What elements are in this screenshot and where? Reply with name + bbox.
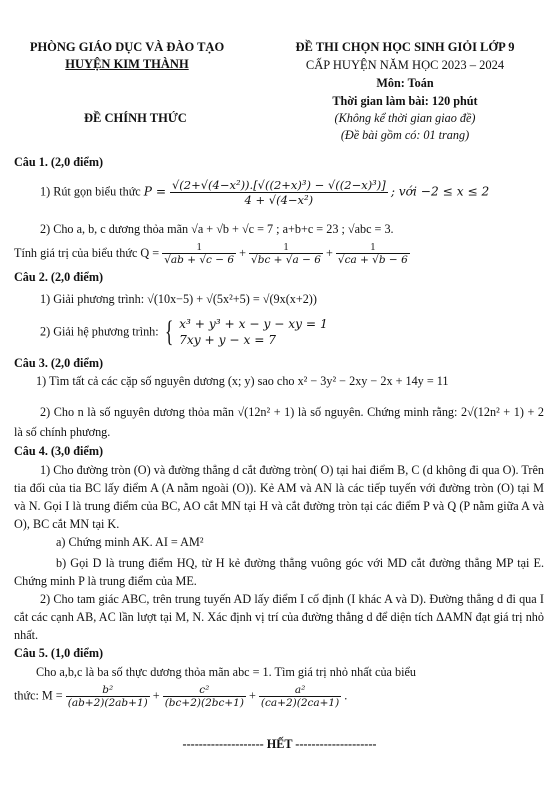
q5-p2-prefix: thức: M =: [14, 688, 63, 703]
q1-part2: 2) Cho a, b, c dương thỏa mãn √a + √b + √c = 7 ; a+b+c = 23 ; √abc = 3.: [40, 222, 394, 236]
q4-part2: 2) Cho tam giác ABC, trên trung tuyến AD lấy điểm I cố định (I khác A và D). Đường thẳng d đi qua I cắt các cạnh AB, AC lần lượt tại M, N. Xác định vị trí của đường thẳng d để diện tích ΔAMN đạt giá trị nhỏ nhất.: [14, 592, 544, 642]
q5-part2: thức: M = $\frac{\text{b²}}{(ab+2)(2ab+1)}$ + $\frac{\text{c²}}{(bc+2)(2bc+1)}$ + $\frac{\text{a²}}{(ca+2)(2ca+1)}$ .: [14, 684, 348, 709]
q1-p1-cond: ; với −2 ≤ x ≤ 2: [390, 184, 490, 199]
official-label: ĐỀ CHÍNH THỨC: [84, 111, 187, 125]
q1-f2-den: √bc + √a − 6: [251, 254, 321, 266]
q2-eq2: 7xy + y − x = 7: [179, 333, 277, 347]
exam-title-2: CẤP HUYỆN NĂM HỌC 2023 – 2024: [305, 58, 505, 72]
time-note: (Không kể thời gian giao đề): [334, 111, 476, 125]
q1-p1-prefix: 1) Rút gọn biểu thức: [40, 184, 141, 199]
q2-title: Câu 2. (2,0 điểm): [14, 270, 104, 284]
q1-f1-den: √ab + √c − 6: [164, 254, 235, 266]
end-marker: -------------------- HẾT --------------------: [182, 737, 377, 751]
q1-p1-fraction: [170, 178, 388, 207]
q3-title: Câu 3. (2,0 điểm): [14, 356, 104, 370]
q2-eq1: x³ + y³ + x − y − xy = 1: [179, 317, 328, 331]
pages-note: (Đề bài gồm có: 01 trang): [340, 128, 470, 142]
q5-title: Câu 5. (1,0 điểm): [14, 646, 104, 660]
q4-title: Câu 4. (3,0 điểm): [14, 444, 104, 458]
dept-line-1: PHÒNG GIÁO DỤC VÀ ĐÀO TẠO: [29, 40, 225, 54]
q2-part2: 2) Giải hệ phương trình: { x³ + y³ + x − y − xy = 1 7xy + y − x = 7: [40, 315, 328, 348]
q2-p2-prefix: 2) Giải hệ phương trình:: [40, 324, 159, 339]
q3-part1: 1) Tìm tất cả các cặp số nguyên dương (x; y) sao cho x² − 3y² − 2xy − 2x + 14y = 11: [36, 374, 449, 388]
q4-part1: 1) Cho đường tròn (O) và đường thẳng d cắt đường tròn( O) tại hai điểm B, C (d không đi qua O). Trên tia đối của tia BC lấy điểm A (A nằm ngoài (O)). Kẻ AM và AN là các tiếp tuyến với đường tròn (O) tại M và N. Gọi I là trung điểm của BC, AO cắt MN tại H và cắt đường tròn tại các điểm P và Q (P nằm giữa A và O), BC cắt MN tại K.: [14, 463, 544, 531]
q5-f3-den: (ca+2)(2ca+1): [260, 697, 340, 709]
q1-part2b: Tính giá trị của biểu thức Q = $\frac{1}{√ab + √c - 6}$ + $\frac{1}{√bc + √a - 6}$ + $\frac{1}{√ca + √b - 6}$: [14, 242, 408, 266]
subject: Môn: Toán: [376, 76, 434, 90]
q5-f1-num: b²: [66, 684, 150, 697]
q5-part1: Cho a,b,c là ba số thực dương thỏa mãn abc = 1. Tìm giá trị nhỏ nhất của biểu: [36, 665, 416, 679]
q1-title: Câu 1. (2,0 điểm): [14, 155, 104, 169]
q4-part-a: a) Chứng minh AK. AI = AM²: [56, 535, 204, 549]
q5-f1-den: (ab+2)(2ab+1): [67, 697, 148, 709]
q1-p1-den: 4 + √(4−x²): [244, 193, 314, 207]
q5-f2-num: c²: [163, 684, 246, 697]
q1-f3-den: √ca + √b − 6: [337, 254, 408, 266]
q5-f2-den: (bc+2)(2bc+1): [164, 697, 244, 709]
q1-p2b-prefix: Tính giá trị của biểu thức Q =: [14, 245, 160, 260]
q1-p1-num: √(2+√(4−x²)).[√((2+x)³) − √((2−x)³)]: [171, 178, 386, 192]
q4-part-b: b) Gọi D là trung điểm HQ, từ H kẻ đường thẳng vuông góc với MD cắt đường thẳng MP tại E. Chứng minh P là trung điểm của ME.: [14, 556, 544, 588]
q2-part1: 1) Giải phương trình: √(10x−5) + √(5x²+5) = √(9x(x+2)): [40, 292, 317, 306]
exam-title-1: ĐỀ THI CHỌN HỌC SINH GIỎI LỚP 9: [295, 40, 515, 54]
q1-part1: 1) Rút gọn biểu thức P = $\frac{\text{√(2+√(4−x²)).[√((2+x)³) − √((2−x)³)]}}{\text{4 + √(4−x²)}}$ ; với −2 ≤ x ≤ 2: [40, 178, 490, 207]
time-limit: Thời gian làm bài: 120 phút: [332, 94, 478, 108]
dept-line-2: HUYỆN KIM THÀNH: [65, 57, 189, 71]
q3-part2: 2) Cho n là số nguyên dương thỏa mãn √(12n² + 1) là số nguyên. Chứng minh rằng: 2√(12n² + 1) + 2 là số chính phương.: [14, 405, 544, 439]
q5-f3-num: a²: [259, 684, 341, 697]
